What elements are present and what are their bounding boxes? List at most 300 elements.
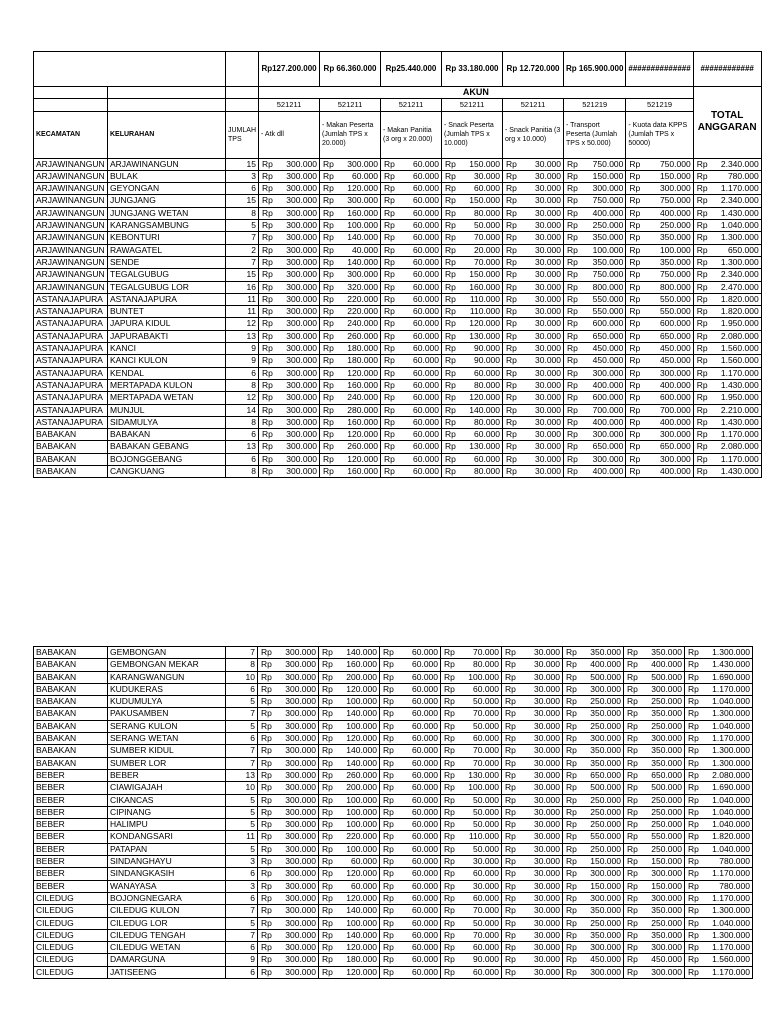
currency-label: Rp xyxy=(262,416,273,427)
snack-peserta-cell xyxy=(442,466,503,478)
kuota-cell xyxy=(626,318,693,330)
currency-label: Rp xyxy=(567,170,578,181)
transport-cell xyxy=(564,379,626,391)
col-makan-peserta-header: - Makan Peserta (Jumlah TPS x 20.000) xyxy=(320,111,381,158)
kuota-value: 300.000 xyxy=(651,942,682,953)
currency-label: Rp xyxy=(688,720,699,731)
kuota-value: 300.000 xyxy=(659,183,691,194)
currency-label: Rp xyxy=(506,232,517,243)
jumlah-tps-cell: 9 xyxy=(226,343,259,355)
currency-label: Rp xyxy=(505,880,516,891)
kecamatan-cell: ASTANAJAPURA xyxy=(34,293,108,305)
account-code: 521211 xyxy=(259,99,320,111)
snack-peserta-cell xyxy=(441,745,502,757)
currency-label: Rp xyxy=(262,453,273,464)
total-value: 1.170.000 xyxy=(712,868,750,879)
makan-panitia-value: 60.000 xyxy=(413,429,440,440)
total-value: 1.560.000 xyxy=(720,343,759,354)
col-kecamatan-header: KECAMATAN xyxy=(34,111,108,158)
makan-panitia-cell xyxy=(380,708,441,720)
kelurahan-cell: HALIMPU xyxy=(108,819,226,831)
header-blank-cell xyxy=(226,99,259,111)
kuota-cell xyxy=(626,330,693,342)
makan-peserta-value: 180.000 xyxy=(347,355,379,366)
atk-value: 300.000 xyxy=(285,806,316,817)
total-cell xyxy=(693,269,761,281)
makan-peserta-cell xyxy=(319,782,380,794)
kuota-value: 450.000 xyxy=(659,343,691,354)
kecamatan-cell: BABAKAN xyxy=(34,429,108,441)
currency-label: Rp xyxy=(383,831,394,842)
kuota-value: 500.000 xyxy=(651,782,682,793)
makan-panitia-value: 60.000 xyxy=(412,954,438,965)
makan-panitia-cell xyxy=(380,757,441,769)
makan-panitia-cell xyxy=(380,782,441,794)
transport-cell xyxy=(563,745,624,757)
jumlah-tps-cell: 6 xyxy=(226,183,259,195)
makan-peserta-value: 120.000 xyxy=(347,367,379,378)
transport-cell xyxy=(564,183,626,195)
atk-value: 300.000 xyxy=(285,794,316,805)
makan-peserta-cell xyxy=(319,819,380,831)
makan-peserta-value: 100.000 xyxy=(346,806,377,817)
currency-label: Rp xyxy=(444,868,455,879)
currency-label: Rp xyxy=(567,330,578,341)
snack-panitia-cell xyxy=(503,367,564,379)
table-row xyxy=(34,720,753,732)
transport-cell xyxy=(564,429,626,441)
total-cell xyxy=(685,745,753,757)
currency-label: Rp xyxy=(262,207,273,218)
currency-label: Rp xyxy=(505,966,516,977)
kelurahan-cell: BUNTET xyxy=(108,306,226,318)
currency-label: Rp xyxy=(696,232,708,243)
atk-value: 300.000 xyxy=(285,659,316,670)
snack-peserta-value: 50.000 xyxy=(473,720,499,731)
kelurahan-cell: RAWAGATEL xyxy=(108,244,226,256)
kuota-cell xyxy=(626,404,693,416)
snack-peserta-value: 50.000 xyxy=(473,794,499,805)
snack-panitia-cell xyxy=(502,856,563,868)
currency-label: Rp xyxy=(261,733,272,744)
kelurahan-cell: SUMBER KIDUL xyxy=(108,745,226,757)
kecamatan-cell: ARJAWINANGUN xyxy=(34,256,108,268)
kuota-value: 750.000 xyxy=(659,158,691,169)
makan-panitia-value: 60.000 xyxy=(413,343,440,354)
jumlah-tps-cell: 7 xyxy=(226,708,258,720)
kelurahan-cell: SENDE xyxy=(108,256,226,268)
snack-panitia-cell xyxy=(503,306,564,318)
atk-cell xyxy=(258,782,319,794)
makan-peserta-cell xyxy=(320,453,381,465)
makan-panitia-value: 60.000 xyxy=(412,966,438,977)
kecamatan-cell: ARJAWINANGUN xyxy=(34,207,108,219)
currency-label: Rp xyxy=(629,220,641,231)
currency-label: Rp xyxy=(627,696,638,707)
total-value: 1.040.000 xyxy=(712,696,750,707)
total-value: 1.950.000 xyxy=(720,392,759,403)
currency-label: Rp xyxy=(383,856,394,867)
makan-peserta-cell xyxy=(319,892,380,904)
currency-label: Rp xyxy=(505,905,516,916)
transport-value: 250.000 xyxy=(590,843,621,854)
snack-panitia-value: 30.000 xyxy=(534,733,560,744)
kecamatan-cell: BABAKAN xyxy=(34,453,108,465)
atk-value: 300.000 xyxy=(286,453,318,464)
kuota-cell xyxy=(626,183,693,195)
currency-label: Rp xyxy=(627,708,638,719)
currency-label: Rp xyxy=(566,733,577,744)
currency-label: Rp xyxy=(445,256,456,267)
currency-label: Rp xyxy=(322,757,333,768)
currency-label: Rp xyxy=(262,170,273,181)
makan-panitia-cell xyxy=(380,942,441,954)
snack-peserta-cell xyxy=(441,647,502,659)
transport-value: 450.000 xyxy=(592,343,624,354)
atk-cell xyxy=(258,868,319,880)
makan-peserta-value: 200.000 xyxy=(346,671,377,682)
table-row xyxy=(34,954,753,966)
kuota-cell xyxy=(624,880,685,892)
kelurahan-cell: WANAYASA xyxy=(108,880,226,892)
kecamatan-cell: BEBER xyxy=(34,806,108,818)
currency-label: Rp xyxy=(566,782,577,793)
kelurahan-cell: KANCI KULON xyxy=(108,355,226,367)
snack-panitia-cell xyxy=(503,429,564,441)
col-kuota-header: - Kuota data KPPS (Jumlah TPS x 50000) xyxy=(626,111,693,158)
makan-panitia-value: 60.000 xyxy=(412,819,438,830)
currency-label: Rp xyxy=(506,170,517,181)
snack-panitia-cell xyxy=(502,819,563,831)
jumlah-tps-cell: 7 xyxy=(226,905,258,917)
snack-peserta-cell xyxy=(441,671,502,683)
currency-label: Rp xyxy=(567,158,578,169)
transport-value: 450.000 xyxy=(592,355,624,366)
makan-panitia-cell xyxy=(381,281,442,293)
currency-label: Rp xyxy=(261,880,272,891)
transport-value: 550.000 xyxy=(592,306,624,317)
total-value: 1.300.000 xyxy=(712,929,750,940)
makan-panitia-cell xyxy=(381,318,442,330)
atk-cell xyxy=(259,281,320,293)
kuota-value: 300.000 xyxy=(651,733,682,744)
transport-value: 250.000 xyxy=(592,220,624,231)
snack-panitia-cell xyxy=(503,466,564,478)
snack-panitia-value: 30.000 xyxy=(534,671,560,682)
transport-cell xyxy=(563,966,624,978)
currency-label: Rp xyxy=(506,220,517,231)
kecamatan-cell: BEBER xyxy=(34,794,108,806)
currency-label: Rp xyxy=(444,917,455,928)
kelurahan-cell: CIAWIGAJAH xyxy=(108,782,226,794)
akun-label: AKUN xyxy=(259,87,694,99)
currency-label: Rp xyxy=(506,453,517,464)
kelurahan-cell: KONDANGSARI xyxy=(108,831,226,843)
kuota-value: 700.000 xyxy=(659,404,691,415)
transport-cell xyxy=(564,269,626,281)
makan-peserta-cell xyxy=(319,696,380,708)
currency-label: Rp xyxy=(566,831,577,842)
makan-panitia-value: 60.000 xyxy=(413,355,440,366)
snack-panitia-cell xyxy=(502,843,563,855)
snack-panitia-value: 30.000 xyxy=(535,416,562,427)
currency-label: Rp xyxy=(505,696,516,707)
currency-label: Rp xyxy=(627,954,638,965)
currency-label: Rp xyxy=(444,905,455,916)
makan-peserta-cell xyxy=(319,868,380,880)
currency-label: Rp xyxy=(627,659,638,670)
makan-panitia-value: 60.000 xyxy=(412,794,438,805)
currency-label: Rp xyxy=(567,220,578,231)
col-atk-header: - Atk dll xyxy=(259,111,320,158)
currency-label: Rp xyxy=(567,466,578,477)
currency-label: Rp xyxy=(384,441,395,452)
currency-label: Rp xyxy=(384,207,395,218)
currency-label: Rp xyxy=(566,942,577,953)
makan-peserta-value: 120.000 xyxy=(346,683,377,694)
total-cell xyxy=(685,905,753,917)
kelurahan-cell: PAKUSAMBEN xyxy=(108,708,226,720)
atk-value: 300.000 xyxy=(286,330,318,341)
transport-value: 350.000 xyxy=(590,745,621,756)
total-cell xyxy=(693,306,761,318)
snack-panitia-cell xyxy=(502,708,563,720)
currency-label: Rp xyxy=(566,843,577,854)
makan-peserta-value: 280.000 xyxy=(347,404,379,415)
snack-peserta-cell xyxy=(442,256,503,268)
makan-panitia-value: 60.000 xyxy=(412,942,438,953)
atk-cell xyxy=(259,466,320,478)
currency-label: Rp xyxy=(627,843,638,854)
atk-value: 300.000 xyxy=(286,220,318,231)
snack-peserta-value: 70.000 xyxy=(473,708,499,719)
total-cell xyxy=(685,880,753,892)
snack-panitia-value: 30.000 xyxy=(535,195,562,206)
snack-panitia-value: 30.000 xyxy=(534,745,560,756)
makan-peserta-cell xyxy=(320,343,381,355)
currency-label: Rp xyxy=(696,306,708,317)
total-value: 2.470.000 xyxy=(720,281,759,292)
transport-value: 500.000 xyxy=(590,671,621,682)
makan-peserta-value: 60.000 xyxy=(351,880,377,891)
kelurahan-cell: BOJONGGEBANG xyxy=(108,453,226,465)
currency-label: Rp xyxy=(627,929,638,940)
transport-value: 300.000 xyxy=(590,683,621,694)
kuota-value: 550.000 xyxy=(659,306,691,317)
currency-label: Rp xyxy=(566,745,577,756)
currency-label: Rp xyxy=(262,220,273,231)
currency-label: Rp xyxy=(444,880,455,891)
kelurahan-cell: TEGALGUBUG xyxy=(108,269,226,281)
makan-peserta-value: 140.000 xyxy=(347,232,379,243)
currency-label: Rp xyxy=(566,757,577,768)
kecamatan-cell: ARJAWINANGUN xyxy=(34,269,108,281)
kuota-cell xyxy=(624,696,685,708)
jumlah-tps-cell: 15 xyxy=(226,195,259,207)
total-value: 1.040.000 xyxy=(712,806,750,817)
kecamatan-cell: ARJAWINANGUN xyxy=(34,232,108,244)
currency-label: Rp xyxy=(384,355,395,366)
snack-peserta-cell xyxy=(442,170,503,182)
atk-cell xyxy=(259,306,320,318)
atk-cell xyxy=(258,819,319,831)
transport-value: 500.000 xyxy=(590,782,621,793)
total-cell xyxy=(685,954,753,966)
atk-cell xyxy=(258,892,319,904)
makan-panitia-value: 60.000 xyxy=(413,293,440,304)
currency-label: Rp xyxy=(444,856,455,867)
currency-label: Rp xyxy=(567,392,578,403)
kecamatan-cell: ASTANAJAPURA xyxy=(34,318,108,330)
kecamatan-cell: BABAKAN xyxy=(34,757,108,769)
currency-label: Rp xyxy=(629,183,641,194)
akun-row xyxy=(34,87,762,99)
transport-cell xyxy=(563,856,624,868)
jumlah-tps-cell: 7 xyxy=(226,757,258,769)
currency-label: Rp xyxy=(323,281,334,292)
kecamatan-cell: ASTANAJAPURA xyxy=(34,392,108,404)
currency-label: Rp xyxy=(444,708,455,719)
transport-cell xyxy=(563,757,624,769)
atk-value: 300.000 xyxy=(285,917,316,928)
currency-label: Rp xyxy=(383,929,394,940)
kuota-value: 300.000 xyxy=(659,453,691,464)
total-cell xyxy=(685,769,753,781)
makan-panitia-value: 60.000 xyxy=(413,220,440,231)
transport-value: 150.000 xyxy=(590,880,621,891)
currency-label: Rp xyxy=(384,281,395,292)
makan-peserta-value: 120.000 xyxy=(347,429,379,440)
snack-panitia-cell xyxy=(502,929,563,941)
atk-value: 300.000 xyxy=(286,392,318,403)
currency-label: Rp xyxy=(627,806,638,817)
kelurahan-cell: ARJAWINANGUN xyxy=(108,158,226,170)
table-row xyxy=(34,293,762,305)
kecamatan-cell: ARJAWINANGUN xyxy=(34,281,108,293)
transport-value: 250.000 xyxy=(590,696,621,707)
currency-label: Rp xyxy=(627,856,638,867)
kuota-value: 600.000 xyxy=(659,392,691,403)
kecamatan-cell: CILEDUG xyxy=(34,917,108,929)
currency-label: Rp xyxy=(261,769,272,780)
atk-cell xyxy=(258,733,319,745)
kuota-value: 600.000 xyxy=(659,318,691,329)
kelurahan-cell: KUDUKERAS xyxy=(108,683,226,695)
makan-panitia-value: 60.000 xyxy=(412,917,438,928)
jumlah-tps-cell: 2 xyxy=(226,244,259,256)
currency-label: Rp xyxy=(566,905,577,916)
snack-peserta-cell xyxy=(442,416,503,428)
currency-label: Rp xyxy=(566,696,577,707)
currency-label: Rp xyxy=(627,720,638,731)
currency-label: Rp xyxy=(323,343,334,354)
jumlah-tps-cell: 7 xyxy=(226,647,258,659)
atk-cell xyxy=(259,256,320,268)
currency-label: Rp xyxy=(261,929,272,940)
transport-value: 300.000 xyxy=(590,733,621,744)
makan-peserta-value: 100.000 xyxy=(347,220,379,231)
makan-panitia-value: 60.000 xyxy=(412,806,438,817)
currency-label: Rp xyxy=(444,720,455,731)
table-row xyxy=(34,392,762,404)
currency-label: Rp xyxy=(688,942,699,953)
header-totals-row xyxy=(34,52,762,87)
jumlah-tps-cell: 6 xyxy=(226,868,258,880)
makan-peserta-cell xyxy=(320,466,381,478)
currency-label: Rp xyxy=(384,416,395,427)
snack-peserta-cell xyxy=(441,880,502,892)
currency-label: Rp xyxy=(629,379,641,390)
currency-label: Rp xyxy=(384,220,395,231)
currency-label: Rp xyxy=(444,806,455,817)
col-jumlah-tps-header: JUMLAH TPS xyxy=(226,111,259,158)
transport-value: 600.000 xyxy=(592,318,624,329)
currency-label: Rp xyxy=(322,647,333,657)
transport-value: 400.000 xyxy=(592,466,624,477)
jumlah-tps-cell: 10 xyxy=(226,782,258,794)
transport-cell xyxy=(564,355,626,367)
snack-peserta-cell xyxy=(442,429,503,441)
currency-label: Rp xyxy=(688,745,699,756)
makan-peserta-cell xyxy=(319,733,380,745)
table-row xyxy=(34,757,753,769)
currency-label: Rp xyxy=(383,966,394,977)
currency-label: Rp xyxy=(383,671,394,682)
transport-value: 150.000 xyxy=(592,170,624,181)
currency-label: Rp xyxy=(384,379,395,390)
currency-label: Rp xyxy=(384,343,395,354)
kuota-value: 400.000 xyxy=(659,466,691,477)
kelurahan-cell: KENDAL xyxy=(108,367,226,379)
currency-label: Rp xyxy=(383,819,394,830)
makan-panitia-cell xyxy=(380,819,441,831)
snack-peserta-cell xyxy=(441,782,502,794)
atk-cell xyxy=(259,195,320,207)
currency-label: Rp xyxy=(627,819,638,830)
snack-peserta-value: 80.000 xyxy=(474,466,501,477)
snack-peserta-value: 60.000 xyxy=(474,183,501,194)
jumlah-tps-cell: 13 xyxy=(226,330,259,342)
snack-peserta-cell xyxy=(442,207,503,219)
currency-label: Rp xyxy=(696,281,708,292)
kuota-cell xyxy=(624,892,685,904)
currency-label: Rp xyxy=(566,794,577,805)
snack-panitia-value: 30.000 xyxy=(535,392,562,403)
currency-label: Rp xyxy=(627,880,638,891)
snack-peserta-value: 80.000 xyxy=(474,416,501,427)
snack-peserta-cell xyxy=(442,392,503,404)
snack-panitia-value: 30.000 xyxy=(535,441,562,452)
currency-label: Rp xyxy=(384,158,395,169)
currency-label: Rp xyxy=(505,659,516,670)
currency-label: Rp xyxy=(696,158,708,169)
currency-label: Rp xyxy=(506,330,517,341)
makan-peserta-cell xyxy=(320,306,381,318)
makan-panitia-cell xyxy=(380,917,441,929)
kecamatan-cell: BEBER xyxy=(34,880,108,892)
snack-panitia-value: 30.000 xyxy=(535,466,562,477)
currency-label: Rp xyxy=(262,256,273,267)
currency-label: Rp xyxy=(629,293,641,304)
total-value: 2.340.000 xyxy=(720,158,759,169)
makan-peserta-value: 220.000 xyxy=(347,306,379,317)
kuota-value: 750.000 xyxy=(659,195,691,206)
makan-panitia-value: 60.000 xyxy=(413,392,440,403)
currency-label: Rp xyxy=(322,954,333,965)
snack-peserta-cell xyxy=(441,856,502,868)
atk-cell xyxy=(259,170,320,182)
total-value: 1.820.000 xyxy=(720,306,759,317)
